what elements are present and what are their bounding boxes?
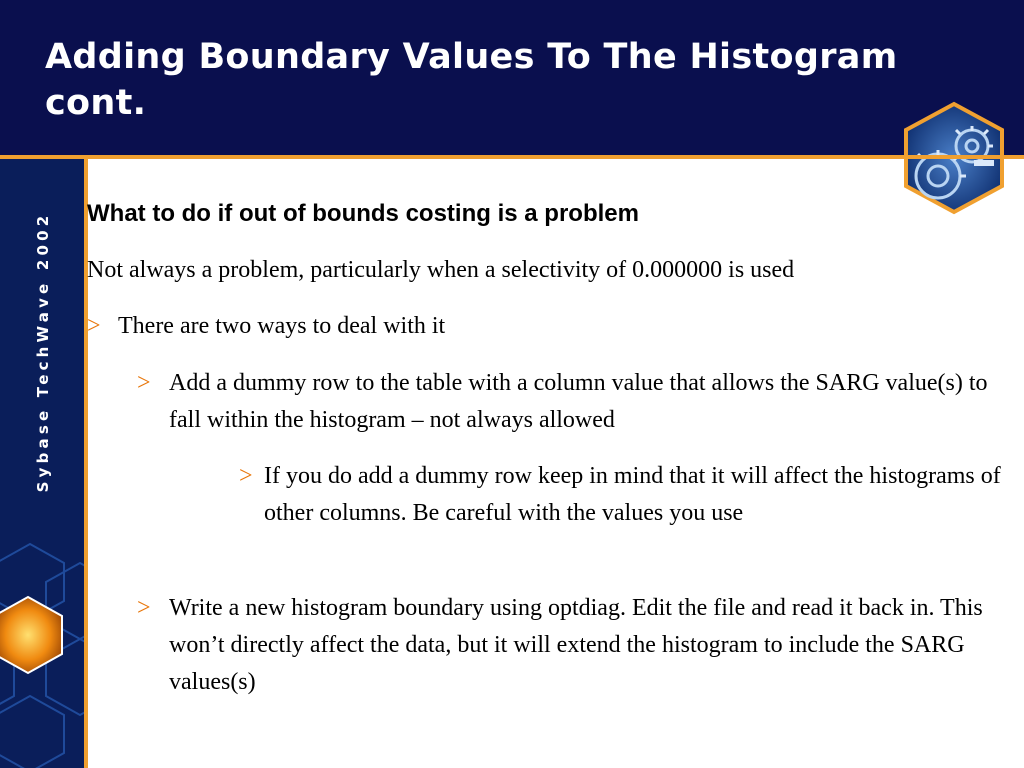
sidebar-brand-text: Sybase TechWave 2002: [34, 211, 52, 493]
option2-text: Write a new histogram boundary using optdiag. Edit the file and read it back in. This won’t directly affect the data, but it will extend the histogram to include the SARG values(s): [169, 595, 983, 695]
body-heading: What to do if out of bounds costing is a problem: [87, 200, 639, 227]
bullet-marker: >: [239, 463, 253, 489]
bullet-marker: >: [87, 313, 101, 339]
bullet-marker: >: [137, 595, 151, 621]
option1-text: Add a dummy row to the table with a column value that allows the SARG value(s) to fall within the histogram – not always allowed: [169, 370, 988, 433]
option1-note-text: If you do add a dummy row keep in mind that it will affect the histograms of other columns. Be careful with the values you use: [264, 463, 1001, 526]
bullet-marker: >: [137, 370, 151, 396]
intro-text: Not always a problem, particularly when a selectivity of 0.000000 is used: [87, 257, 795, 283]
slide-title: Adding Boundary Values To The Histogram cont.: [45, 37, 898, 123]
level1-text: There are two ways to deal with it: [118, 313, 446, 339]
